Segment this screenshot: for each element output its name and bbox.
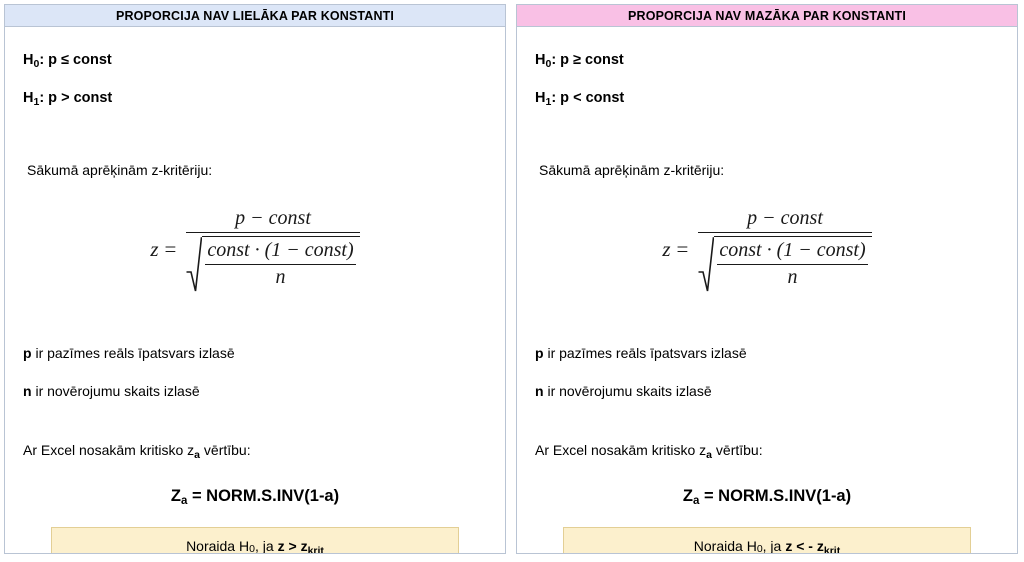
definitions-right (535, 345, 747, 421)
z-statistic-formula-right (517, 207, 1017, 292)
formula-denominator-right (698, 233, 871, 292)
critical-symbol-right: Z (682, 487, 693, 505)
critical-symbol-left: Z (170, 487, 181, 505)
excel-prefix-left: Ar Excel nosakām kritisko z (23, 442, 195, 458)
critical-expression-right: = NORM.S.INV(1-a) (699, 487, 852, 505)
square-root-icon (698, 236, 714, 292)
definition-p-left (23, 345, 235, 361)
formula-lhs-right: z (662, 237, 671, 261)
conclusion-prefix-right: Noraida H (693, 538, 757, 554)
square-root-content-left (202, 236, 359, 292)
variance-numerator-right: const · (1 − const) (719, 239, 866, 261)
square-root-content-right (714, 236, 871, 292)
alt-hypothesis-left (23, 90, 112, 106)
formula-denominator-left (186, 233, 359, 292)
alt-hypothesis-subscript: 1 (545, 96, 552, 108)
critical-subscript-right: a (692, 495, 700, 507)
panel-header-title-left: PROPORCIJA NAV LIELĀKA PAR KONSTANTI (5, 5, 505, 27)
null-hypothesis-subscript: 0 (545, 58, 552, 70)
critical-value-formula-left (5, 487, 505, 506)
intro-text-right: Sākumā aprēķinām z-kritēriju: (539, 162, 725, 178)
conclusion-subscript-left: 0 (249, 543, 255, 554)
formula-numerator-left: p − const (235, 207, 311, 229)
conclusion-condition-right (785, 538, 840, 554)
critical-value-formula-right (517, 487, 1017, 506)
z-statistic-formula-left (5, 207, 505, 292)
conclusion-condition-left (278, 538, 324, 554)
conclusion-condition-text-left: z > z (277, 538, 308, 554)
definitions-left (23, 345, 235, 421)
alt-hypothesis-statement: : p > const (39, 90, 113, 106)
formula-lhs-left: z (150, 237, 159, 261)
null-hypothesis-statement: : p ≤ const (39, 52, 112, 68)
excel-suffix-left: vērtību: (200, 442, 251, 458)
alt-hypothesis-right (535, 90, 624, 106)
critical-expression-left: = NORM.S.INV(1-a) (187, 487, 340, 505)
null-hypothesis-symbol: H (23, 52, 34, 68)
square-root-group-right (698, 236, 871, 292)
formula-equals-right: = (676, 237, 689, 261)
excel-prefix-right: Ar Excel nosakām kritisko z (535, 442, 707, 458)
square-root-icon (186, 236, 202, 292)
conclusion-condition-subscript-left: krit (307, 545, 324, 554)
panel-body-left (5, 27, 505, 553)
panel-header-title-right: PROPORCIJA NAV MAZĀKA PAR KONSTANTI (517, 5, 1017, 27)
formula-equals-left: = (164, 237, 177, 261)
formula-fraction-right (698, 207, 871, 292)
alt-hypothesis-symbol: H (23, 90, 34, 106)
panel-proportion-not-greater (4, 4, 506, 554)
conclusion-condition-subscript-right: krit (823, 545, 841, 554)
definition-p-text: ir pazīmes reāls īpatsvars izlasē (31, 345, 235, 361)
square-root-group-left (186, 236, 359, 292)
excel-subscript-right: a (706, 449, 713, 461)
definition-n-symbol: n (23, 383, 32, 399)
variance-denominator-right: n (787, 266, 798, 288)
null-hypothesis-symbol: H (535, 52, 546, 68)
null-hypothesis-left (23, 52, 112, 68)
conclusion-middle-right: , ja (762, 538, 782, 554)
definition-n-text: ir novērojumu skaits izlasē (31, 383, 200, 399)
variance-numerator-left: const · (1 − const) (207, 239, 354, 261)
null-hypothesis-right (535, 52, 624, 68)
panel-body-right (517, 27, 1017, 553)
formula-fraction-left (186, 207, 359, 292)
null-hypothesis-subscript: 0 (33, 58, 40, 70)
alt-hypothesis-subscript: 1 (33, 96, 40, 108)
definition-p-symbol: p (23, 345, 32, 361)
definition-n-right (535, 383, 747, 399)
conclusion-prefix-left: Noraida H (186, 538, 250, 554)
conclusion-box-right (563, 527, 971, 554)
critical-subscript-left: a (180, 495, 188, 507)
definition-p-right (535, 345, 747, 361)
intro-text-left: Sākumā aprēķinām z-kritēriju: (27, 162, 213, 178)
formula-numerator-right: p − const (747, 207, 823, 229)
alt-hypothesis-statement: : p < const (551, 90, 625, 106)
alt-hypothesis-symbol: H (535, 90, 546, 106)
excel-instruction-left (23, 442, 251, 461)
definition-n-text: ir novērojumu skaits izlasē (543, 383, 712, 399)
definition-p-symbol: p (535, 345, 544, 361)
conclusion-box-left (51, 527, 459, 554)
null-hypothesis-statement: : p ≥ const (551, 52, 624, 68)
conclusion-subscript-right: 0 (756, 543, 763, 554)
excel-subscript-left: a (194, 449, 201, 461)
definition-n-left (23, 383, 235, 399)
conclusion-middle-left: , ja (254, 538, 274, 554)
variance-denominator-left: n (275, 266, 286, 288)
excel-instruction-right (535, 442, 763, 461)
definition-n-symbol: n (535, 383, 544, 399)
conclusion-condition-text-right: z < - z (785, 538, 824, 554)
definition-p-text: ir pazīmes reāls īpatsvars izlasē (543, 345, 747, 361)
excel-suffix-right: vērtību: (712, 442, 763, 458)
panel-proportion-not-less (516, 4, 1018, 554)
